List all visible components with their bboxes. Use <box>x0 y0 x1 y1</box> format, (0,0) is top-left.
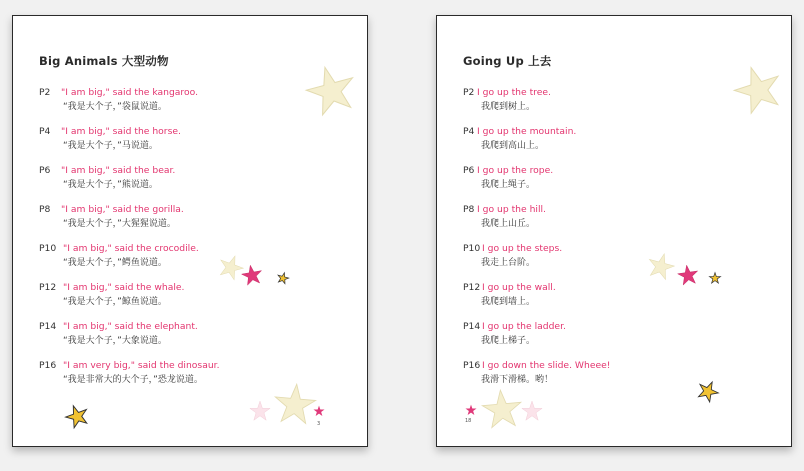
gold-star-icon <box>697 380 719 402</box>
chinese-line: “我是大个子，”鲸鱼说道。 <box>63 297 167 307</box>
page-ref: P4 <box>39 126 51 137</box>
chinese-line: “我是大个子，”鳄鱼说道。 <box>63 258 167 268</box>
list-item <box>463 203 763 242</box>
english-line: "I am big," said the gorilla. <box>61 204 184 215</box>
english-line: "I am big," said the kangaroo. <box>61 87 199 98</box>
english-line: I go up the rope. <box>477 165 554 176</box>
page-ref: P12 <box>463 282 481 293</box>
chinese-line: 我走上台阶。 <box>481 258 536 268</box>
english-line: "I am big," said the crocodile. <box>63 243 199 254</box>
chinese-line: 我爬上梯子。 <box>481 336 536 346</box>
right-page <box>436 15 792 447</box>
page-ref: P6 <box>463 165 475 176</box>
page-ref: P16 <box>39 360 57 371</box>
cream-star-icon <box>305 64 357 116</box>
list-item <box>39 203 339 242</box>
english-line: I go up the mountain. <box>477 126 577 137</box>
cream-star-icon <box>273 382 317 426</box>
chinese-line: “我是非常大的大个子，”恐龙说道。 <box>63 375 203 385</box>
gold-star-icon <box>65 404 89 428</box>
page-ref: P14 <box>39 321 57 332</box>
chinese-line: 我爬到高山上。 <box>481 141 545 151</box>
page-ref: P10 <box>39 243 57 254</box>
page-number: 3 <box>317 421 321 427</box>
english-line: I go up the wall. <box>482 282 556 293</box>
chinese-line: 我爬上山丘。 <box>481 219 536 229</box>
chinese-line: 我爬到墙上。 <box>481 297 536 307</box>
page-number: 18 <box>465 418 472 424</box>
list-item <box>39 242 339 281</box>
page-ref: P4 <box>463 126 475 137</box>
list-item <box>463 86 763 125</box>
pink-star-icon <box>465 404 477 416</box>
list-item <box>39 320 339 359</box>
cream-star-icon <box>521 400 543 422</box>
chinese-line: “我是大个子，”大象说道。 <box>63 336 167 346</box>
gold-star-icon <box>709 272 721 284</box>
english-line: I go up the tree. <box>477 87 551 98</box>
chinese-line: “我是大个子，”袋鼠说道。 <box>63 102 167 112</box>
page-ref: P2 <box>39 87 51 98</box>
cream-star-icon <box>733 64 783 114</box>
gold-star-icon <box>277 272 289 284</box>
cream-star-icon <box>481 388 523 430</box>
list-item <box>463 320 763 359</box>
list-item <box>39 86 339 125</box>
entry-list <box>39 86 339 398</box>
list-item <box>39 164 339 203</box>
left-page <box>12 15 368 447</box>
english-line: "I am big," said the horse. <box>61 126 181 137</box>
entry-list <box>463 86 763 398</box>
chinese-line: “我是大个子，”熊说道。 <box>63 180 158 190</box>
page-ref: P8 <box>39 204 51 215</box>
english-line: I go up the hill. <box>477 204 546 215</box>
page-ref: P16 <box>463 360 481 371</box>
page-title: Big Animals 大型动物 <box>39 54 169 68</box>
english-line: "I am big," said the elephant. <box>63 321 198 332</box>
list-item <box>39 281 339 320</box>
chinese-line: “我是大个子，”马说道。 <box>63 141 158 151</box>
pink-star-icon <box>677 264 699 286</box>
page-title: Going Up 上去 <box>463 54 552 68</box>
chinese-line: 我爬上绳子。 <box>481 180 536 190</box>
page-ref: P6 <box>39 165 51 176</box>
english-line: "I am very big," said the dinosaur. <box>63 360 220 371</box>
list-item <box>39 125 339 164</box>
chinese-line: “我是大个子，”大猩猩说道。 <box>63 219 176 229</box>
chinese-line: 我滑下滑梯。哟！ <box>481 375 554 385</box>
pink-star-icon <box>241 264 263 286</box>
cream-star-icon <box>647 252 675 280</box>
cream-star-icon <box>249 400 271 422</box>
page-ref: P10 <box>463 243 481 254</box>
english-line: I go up the steps. <box>482 243 563 254</box>
list-item <box>463 164 763 203</box>
list-item <box>463 281 763 320</box>
english-line: I go down the slide. Wheee! <box>482 360 611 371</box>
page-ref: P12 <box>39 282 57 293</box>
english-line: I go up the ladder. <box>482 321 566 332</box>
page-ref: P8 <box>463 204 475 215</box>
english-line: "I am big," said the whale. <box>63 282 185 293</box>
list-item <box>463 125 763 164</box>
chinese-line: 我爬到树上。 <box>481 102 536 112</box>
page-ref: P14 <box>463 321 481 332</box>
english-line: "I am big," said the bear. <box>61 165 176 176</box>
page-ref: P2 <box>463 87 475 98</box>
pink-star-icon <box>313 405 325 417</box>
